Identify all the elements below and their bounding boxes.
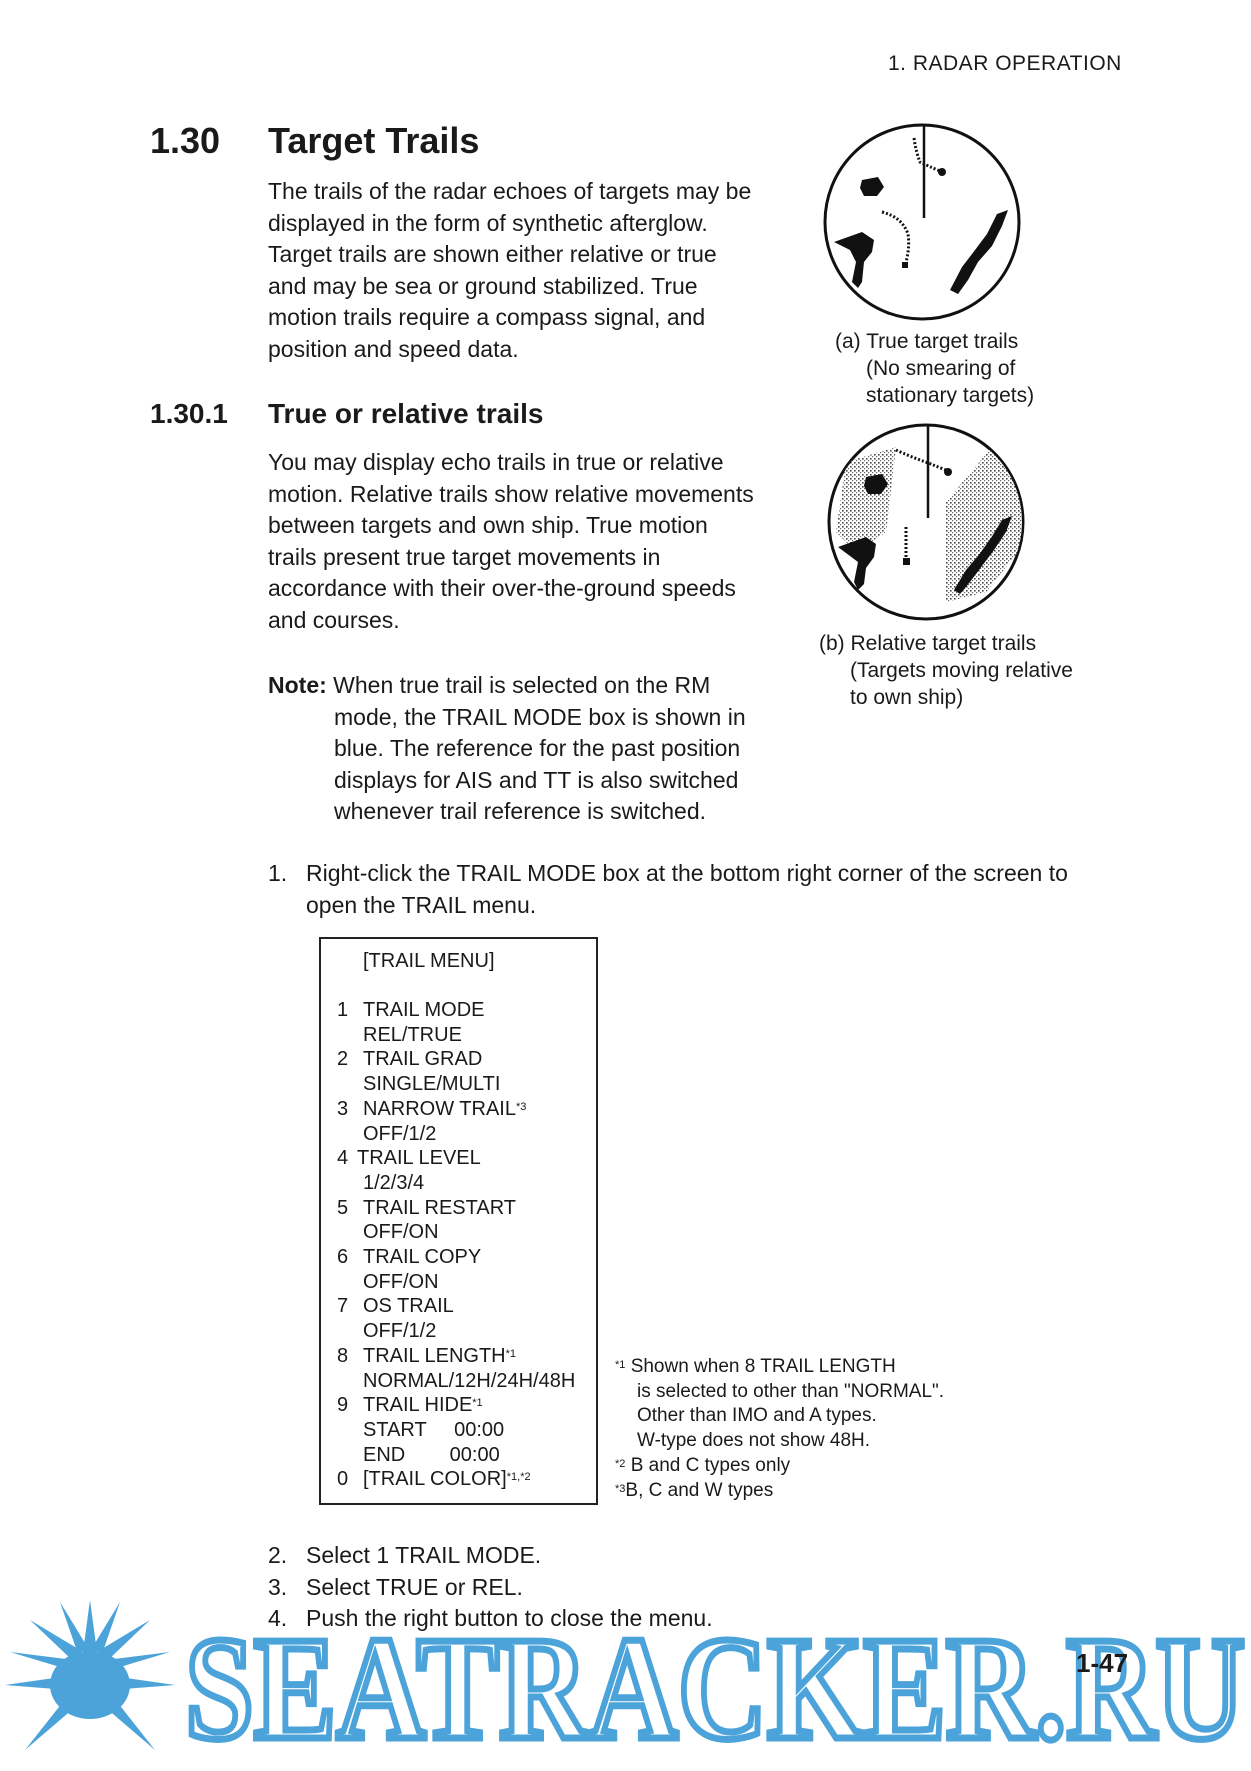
caption-line: (No smearing of: [866, 357, 1016, 380]
menu-item-label: TRAIL RESTART: [363, 1196, 516, 1219]
running-header: 1. RADAR OPERATION: [888, 52, 1122, 75]
menu-item-number: 9: [337, 1394, 349, 1417]
body-line: between targets and own ship. True motion: [268, 512, 708, 539]
step-text: Select TRUE or REL.: [306, 1573, 523, 1600]
note-line: whenever trail reference is switched.: [334, 798, 706, 825]
footnote-text: B, C and W types: [625, 1479, 774, 1501]
menu-item-number: 5: [337, 1196, 349, 1219]
menu-item: [337, 1294, 575, 1319]
caption-line: (b) Relative target trails: [819, 632, 1037, 655]
menu-item-option: 1/2/3/4: [363, 1171, 425, 1194]
watermark-text: SEATRACKER.RU: [185, 1620, 1245, 1760]
menu-item-label: TRAIL GRAD: [363, 1048, 483, 1071]
menu-item-option: SINGLE/MULTI: [363, 1073, 501, 1096]
menu-item-option: REL/TRUE: [363, 1023, 462, 1046]
trail-menu-box: [319, 937, 598, 1505]
body-line: You may display echo trails in true or relative: [268, 449, 724, 475]
step-1: [268, 858, 1128, 921]
footnote-text: Shown when 8 TRAIL LENGTH: [630, 1356, 896, 1377]
sun-logo-icon: [0, 1590, 180, 1771]
menu-list: [337, 998, 575, 1492]
intro-line: position and speed data.: [268, 335, 519, 362]
footnote-marker: *1: [472, 1397, 483, 1410]
menu-item-label: TRAIL HIDE: [363, 1394, 473, 1417]
menu-item-number: 1: [337, 999, 349, 1021]
step-3: [268, 1572, 713, 1604]
footnotes: [615, 1355, 944, 1503]
page-number: 1-47: [1076, 1648, 1129, 1678]
menu-item-option: NORMAL/12H/24H/48H: [363, 1369, 576, 1392]
note-line: displays for AIS and TT is also switched: [334, 766, 739, 793]
note-line: When true trail is selected on the RM: [333, 672, 711, 698]
menu-item: [337, 1467, 575, 1492]
menu-item-number: 6: [337, 1246, 349, 1269]
footnote-marker: *3: [615, 1482, 626, 1495]
menu-item-label: TRAIL LENGTH: [363, 1344, 506, 1367]
body-line: and courses.: [268, 606, 400, 633]
intro-line: Target trails are shown either relative or true: [268, 241, 717, 268]
menu-item: [337, 1245, 575, 1270]
menu-item-number: 0: [337, 1468, 349, 1491]
menu-item: [337, 1344, 575, 1369]
footnote-marker: *3: [515, 1100, 527, 1113]
relative-trails-figure: [826, 422, 1026, 622]
body-line: trails present true target movements in: [268, 543, 661, 570]
step-text: Push the right button to close the menu.: [306, 1605, 713, 1632]
caption-line: (Targets moving relative: [850, 659, 1073, 682]
step-number: 1.: [268, 860, 288, 886]
note-line: blue. The reference for the past position: [334, 735, 741, 762]
footnote-marker: *1: [505, 1347, 517, 1360]
menu-item-label: TRAIL MODE: [363, 999, 485, 1021]
caption-line: to own ship): [850, 686, 964, 709]
menu-item-number: 8: [337, 1344, 349, 1367]
menu-item-option: END 00:00: [363, 1443, 500, 1466]
subsection-title: True or relative trails: [268, 398, 544, 429]
menu-item-option: OFF/1/2: [363, 1320, 437, 1343]
step-number: 4.: [268, 1605, 288, 1632]
intro-line: displayed in the form of synthetic afterglow.: [268, 209, 708, 236]
step-number: 2.: [268, 1542, 288, 1568]
menu-item: [337, 1393, 575, 1418]
menu-item-option: OFF/1/2: [363, 1122, 437, 1145]
menu-item: [337, 1146, 575, 1171]
note-block: [268, 670, 788, 828]
menu-item-number: 4: [337, 1147, 349, 1170]
figure-b-caption: [819, 630, 1073, 711]
menu-item-label: TRAIL LEVEL: [357, 1147, 481, 1170]
note-line: mode, the TRAIL MODE box is shown in: [334, 703, 746, 730]
step-text: open the TRAIL menu.: [306, 891, 537, 918]
subsection-number: 1.30.1: [150, 398, 228, 429]
footnote-marker: *1: [615, 1359, 626, 1371]
menu-item: [337, 1196, 575, 1221]
caption-line: (a) True target trails: [835, 330, 1019, 353]
watermark: [185, 1620, 1251, 1760]
section-intro: [268, 176, 798, 366]
subsection-body: [268, 447, 798, 637]
menu-item: [337, 1047, 575, 1072]
menu-item-label: NARROW TRAIL: [363, 1097, 516, 1120]
section-number: 1.30: [150, 120, 221, 161]
menu-item-number: 2: [337, 1048, 349, 1071]
intro-line: and may be sea or ground stabilized. True: [268, 272, 698, 299]
intro-line: The trails of the radar echoes of targets may be: [268, 178, 752, 204]
menu-item: [337, 998, 575, 1023]
menu-item-number: 7: [337, 1295, 349, 1318]
step-text: Right-click the TRAIL MODE box at the bottom right corner of the screen to: [306, 860, 1068, 886]
menu-item: [337, 1097, 575, 1122]
footnote-marker: *1,*2: [506, 1471, 531, 1484]
footnote-text: Other than IMO and A types.: [637, 1405, 877, 1427]
step-2: [268, 1540, 713, 1572]
menu-item-label: OS TRAIL: [363, 1295, 454, 1318]
step-number: 3.: [268, 1573, 288, 1600]
note-label: Note:: [268, 672, 327, 698]
menu-item-option: OFF/ON: [363, 1270, 439, 1293]
menu-item-option: START 00:00: [363, 1418, 505, 1441]
figure-a-caption: [835, 328, 1034, 409]
section-title: Target Trails: [268, 120, 480, 161]
menu-item-label: [TRAIL COLOR]: [363, 1468, 507, 1491]
intro-line: motion trails require a compass signal, and: [268, 304, 706, 331]
footnote-marker: *2: [615, 1457, 626, 1470]
body-line: accordance with their over-the-ground speeds: [268, 575, 736, 602]
caption-line: stationary targets): [866, 384, 1035, 407]
menu-title: [TRAIL MENU]: [363, 950, 495, 972]
menu-item-number: 3: [337, 1097, 349, 1120]
body-line: motion. Relative trails show relative movements: [268, 480, 754, 507]
step-text: Select 1 TRAIL MODE.: [306, 1542, 542, 1568]
menu-item-label: TRAIL COPY: [363, 1246, 482, 1269]
menu-item-option: OFF/ON: [363, 1221, 439, 1244]
true-trails-figure: [822, 122, 1022, 322]
footnote-text: B and C types only: [630, 1454, 791, 1476]
footnote-text: is selected to other than "NORMAL".: [637, 1380, 945, 1402]
footnote-text: W-type does not show 48H.: [637, 1430, 871, 1452]
